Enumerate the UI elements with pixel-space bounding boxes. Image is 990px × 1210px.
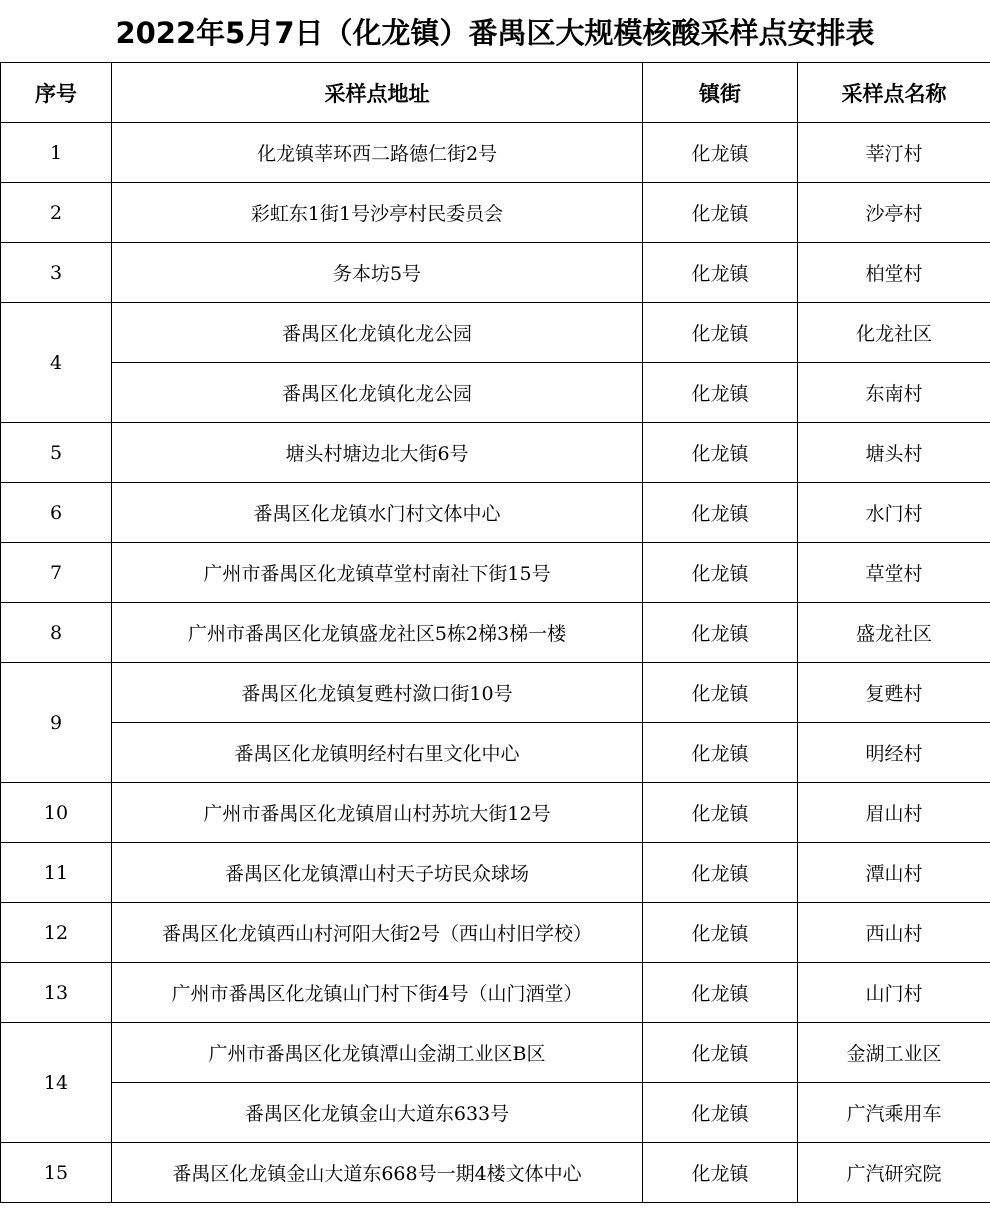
table-header-row [1,63,990,123]
cell-town: 化龙镇 [643,843,798,903]
page-title: 2022年5月7日（化龙镇）番禺区大规模核酸采样点安排表 [115,16,875,50]
cell-seq: 7 [1,543,112,603]
cell-address: 塘头村塘边北大街6号 [112,423,643,483]
cell-site-name: 草堂村 [798,543,990,603]
cell-seq: 8 [1,603,112,663]
table-row [1,1143,990,1203]
cell-town: 化龙镇 [643,1023,798,1083]
table-row [1,963,990,1023]
cell-town: 化龙镇 [643,543,798,603]
header-site-name: 采样点名称 [798,63,990,123]
table-body [1,123,990,1203]
cell-site-name: 化龙社区 [798,303,990,363]
cell-town: 化龙镇 [643,303,798,363]
cell-address: 广州市番禺区化龙镇眉山村苏坑大街12号 [112,783,643,843]
cell-seq: 4 [1,303,112,423]
table-row [1,843,990,903]
cell-town: 化龙镇 [643,483,798,543]
table-row [1,663,990,723]
header-town: 镇街 [643,63,798,123]
table-row [1,903,990,963]
cell-address: 番禺区化龙镇化龙公园 [112,303,643,363]
cell-seq: 1 [1,123,112,183]
table-row [1,1023,990,1083]
cell-address: 番禺区化龙镇水门村文体中心 [112,483,643,543]
cell-town: 化龙镇 [643,603,798,663]
cell-site-name: 眉山村 [798,783,990,843]
cell-site-name: 水门村 [798,483,990,543]
cell-town: 化龙镇 [643,783,798,843]
cell-site-name: 塘头村 [798,423,990,483]
table-row [1,543,990,603]
cell-address: 广州市番禺区化龙镇潭山金湖工业区B区 [112,1023,643,1083]
cell-town: 化龙镇 [643,1083,798,1143]
cell-seq: 5 [1,423,112,483]
sampling-schedule-table [0,62,990,1203]
table-row [1,363,990,423]
table-row [1,603,990,663]
cell-seq: 6 [1,483,112,543]
cell-address: 番禺区化龙镇金山大道东633号 [112,1083,643,1143]
cell-town: 化龙镇 [643,123,798,183]
cell-address: 番禺区化龙镇西山村河阳大街2号（西山村旧学校） [112,903,643,963]
cell-seq: 15 [1,1143,112,1203]
cell-address: 番禺区化龙镇复甦村潋口街10号 [112,663,643,723]
cell-town: 化龙镇 [643,963,798,1023]
cell-town: 化龙镇 [643,243,798,303]
cell-site-name: 明经村 [798,723,990,783]
cell-address: 番禺区化龙镇化龙公园 [112,363,643,423]
cell-town: 化龙镇 [643,663,798,723]
cell-address: 广州市番禺区化龙镇山门村下街4号（山门酒堂） [112,963,643,1023]
cell-town: 化龙镇 [643,183,798,243]
cell-site-name: 沙亭村 [798,183,990,243]
table-row [1,483,990,543]
cell-seq: 3 [1,243,112,303]
table-row [1,783,990,843]
table-row [1,1083,990,1143]
table-row [1,123,990,183]
cell-site-name: 东南村 [798,363,990,423]
cell-seq: 10 [1,783,112,843]
table-row [1,423,990,483]
cell-seq: 14 [1,1023,112,1143]
cell-address: 番禺区化龙镇金山大道东668号一期4楼文体中心 [112,1143,643,1203]
cell-address: 务本坊5号 [112,243,643,303]
cell-site-name: 盛龙社区 [798,603,990,663]
table-row [1,723,990,783]
cell-address: 广州市番禺区化龙镇盛龙社区5栋2梯3梯一楼 [112,603,643,663]
header-address: 采样点地址 [112,63,643,123]
cell-site-name: 山门村 [798,963,990,1023]
cell-site-name: 潭山村 [798,843,990,903]
cell-seq: 11 [1,843,112,903]
cell-seq: 9 [1,663,112,783]
cell-address: 番禺区化龙镇明经村右里文化中心 [112,723,643,783]
cell-site-name: 金湖工业区 [798,1023,990,1083]
cell-address: 番禺区化龙镇潭山村天子坊民众球场 [112,843,643,903]
table-row [1,183,990,243]
cell-site-name: 复甦村 [798,663,990,723]
cell-seq: 12 [1,903,112,963]
cell-town: 化龙镇 [643,363,798,423]
table-row [1,243,990,303]
cell-site-name: 广汽研究院 [798,1143,990,1203]
cell-site-name: 柏堂村 [798,243,990,303]
cell-address: 广州市番禺区化龙镇草堂村南社下街15号 [112,543,643,603]
cell-town: 化龙镇 [643,723,798,783]
header-seq: 序号 [1,63,112,123]
cell-seq: 2 [1,183,112,243]
cell-site-name: 西山村 [798,903,990,963]
cell-town: 化龙镇 [643,903,798,963]
cell-town: 化龙镇 [643,423,798,483]
cell-site-name: 莘汀村 [798,123,990,183]
cell-site-name: 广汽乘用车 [798,1083,990,1143]
cell-address: 彩虹东1街1号沙亭村民委员会 [112,183,643,243]
cell-town: 化龙镇 [643,1143,798,1203]
cell-address: 化龙镇莘环西二路德仁街2号 [112,123,643,183]
cell-seq: 13 [1,963,112,1023]
table-row [1,303,990,363]
